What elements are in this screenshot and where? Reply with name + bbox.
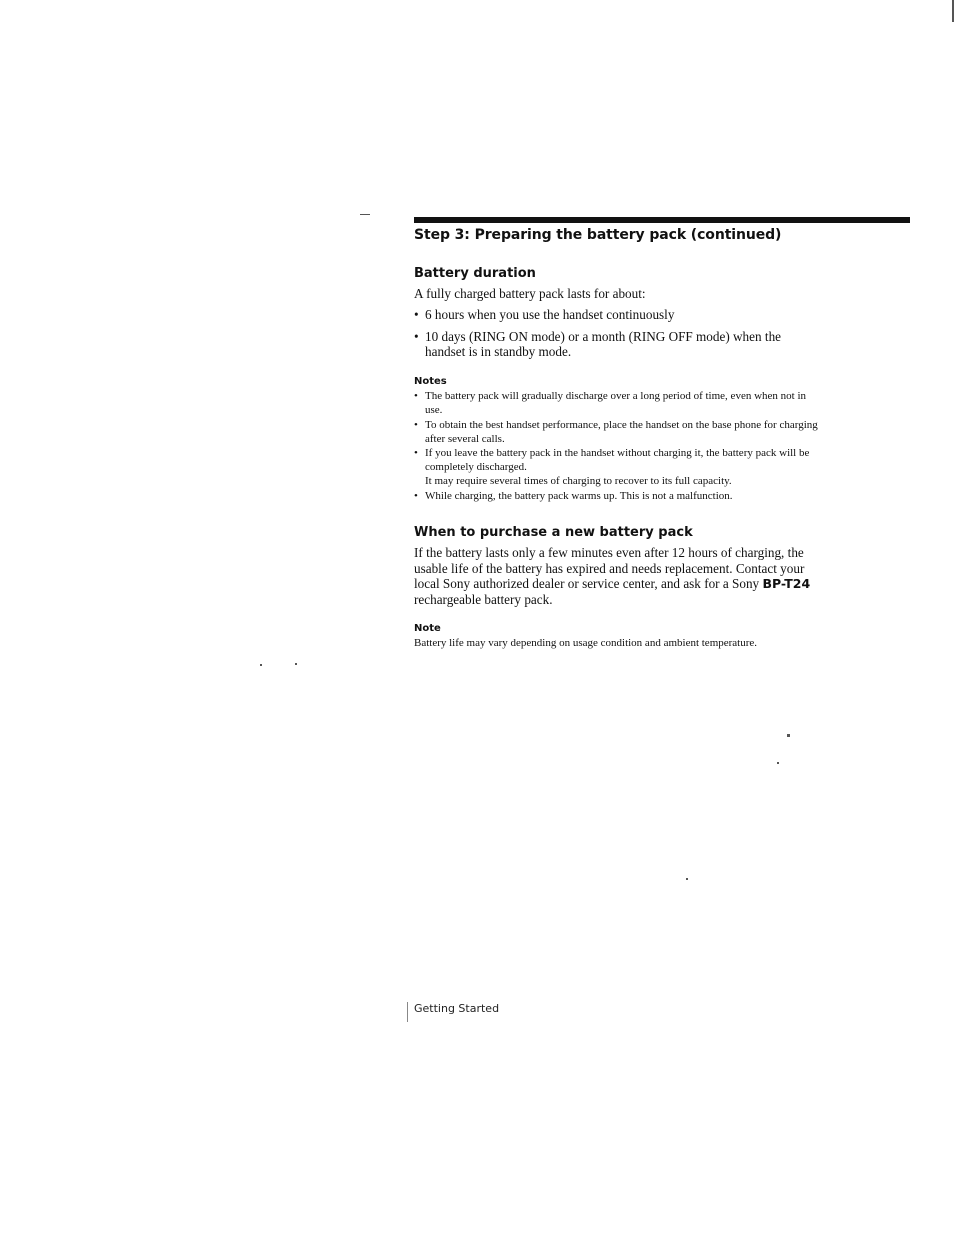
list-item [414,307,824,323]
list-item [414,489,824,503]
bullet-icon: • [414,307,419,322]
battery-duration-heading: Battery duration [414,266,536,281]
scan-speck [686,878,688,880]
list-item-text: The battery pack will gradually discharge over a long period of time, even when not in use. [425,390,807,416]
footer-divider [407,1002,408,1022]
bullet-icon: • [414,390,418,402]
purchase-text-before: If the battery lasts only a few minutes even after 12 hours of charging, the usable life of the battery has expired and needs replacement. Contact your local Sony authorized dealer or service center, and ask for a Sony [414,545,805,591]
list-item [414,389,824,417]
footer-section-name: Getting Started [414,1002,500,1015]
battery-model: BP-T24 [762,576,811,591]
top-rule [414,217,910,223]
scan-speck [777,762,779,764]
purchase-text-after: rechargeable battery pack. [414,591,553,607]
notes-list [414,389,824,503]
list-item-text: If you leave the battery pack in the handset without charging it, the battery pack will be completely discharged. [425,447,810,473]
list-item-text: 10 days (RING ON mode) or a month (RING OFF mode) when the handset is in standby mode. [425,328,782,359]
purchase-heading: When to purchase a new battery pack [414,525,693,540]
page-title: Step 3: Preparing the battery pack (continued) [414,227,782,243]
note-label: Note [414,623,441,634]
bullet-icon: • [414,447,418,459]
list-item-text: To obtain the best handset performance, place the handset on the base phone for charging after several calls. [425,418,818,445]
battery-duration-intro: A fully charged battery pack lasts for about: [414,286,646,301]
scan-speck [260,664,262,666]
scan-speck [360,214,370,215]
list-item-text: 6 hours when you use the handset continuously [425,307,675,322]
bullet-icon: • [414,418,418,431]
scan-speck [295,663,297,665]
list-item [414,446,824,488]
battery-duration-list [414,307,824,366]
list-item-continuation: It may require several times of charging to recover to its full capacity. [425,475,732,487]
purchase-paragraph [414,545,814,607]
bullet-icon: • [414,489,418,502]
note-text: Battery life may vary depending on usage condition and ambient temperature. [414,637,758,649]
notes-label: Notes [414,376,447,387]
list-item-text: While charging, the battery pack warms up. This is not a malfunction. [425,489,733,502]
list-item [414,329,824,360]
bullet-icon: • [414,328,419,344]
scan-speck [787,734,790,737]
list-item [414,418,824,446]
